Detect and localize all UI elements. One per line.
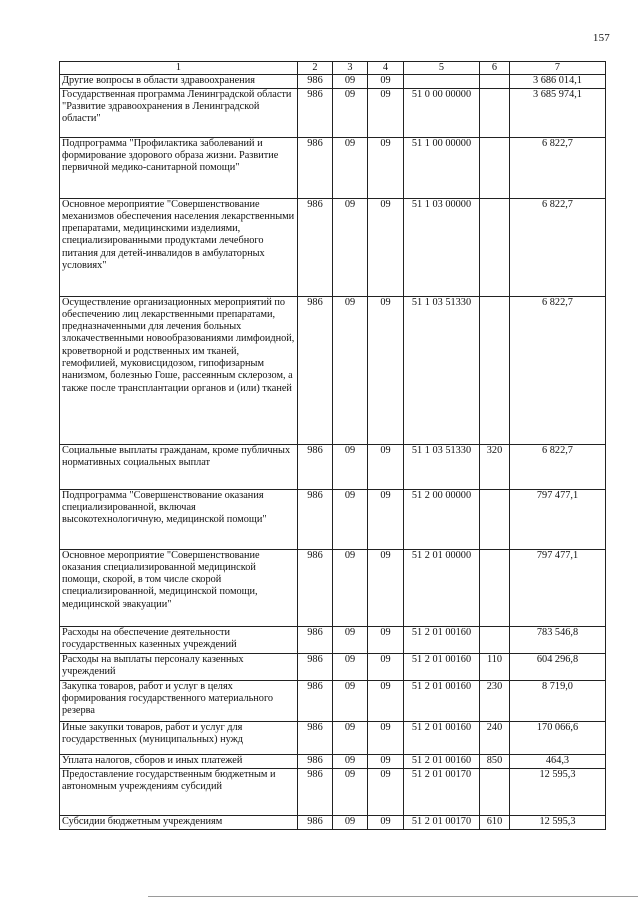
row-expense-type xyxy=(480,88,510,137)
row-amount: 797 477,1 xyxy=(510,549,606,626)
row-subsection: 09 xyxy=(368,754,404,768)
row-grbs: 986 xyxy=(298,489,333,549)
row-grbs: 986 xyxy=(298,721,333,754)
row-amount: 464,3 xyxy=(510,754,606,768)
row-grbs: 986 xyxy=(298,137,333,198)
row-grbs: 986 xyxy=(298,680,333,721)
row-section: 09 xyxy=(333,680,368,721)
row-target-code: 51 2 00 00000 xyxy=(404,489,480,549)
table-row xyxy=(60,198,606,296)
row-amount: 783 546,8 xyxy=(510,626,606,653)
row-name: Расходы на обеспечение деятельности государственных казенных учреждений xyxy=(60,626,298,653)
row-amount: 797 477,1 xyxy=(510,489,606,549)
row-expense-type xyxy=(480,137,510,198)
row-name: Уплата налогов, сборов и иных платежей xyxy=(60,754,298,768)
row-target-code: 51 2 01 00160 xyxy=(404,626,480,653)
row-expense-type xyxy=(480,198,510,296)
row-expense-type xyxy=(480,549,510,626)
row-name: Социальные выплаты гражданам, кроме публичных нормативных социальных выплат xyxy=(60,444,298,489)
row-name: Предоставление государственным бюджетным и автономным учреждениям субсидий xyxy=(60,768,298,815)
row-section: 09 xyxy=(333,296,368,444)
row-subsection: 09 xyxy=(368,75,404,88)
row-name: Другие вопросы в области здравоохранения xyxy=(60,75,298,88)
row-expense-type xyxy=(480,626,510,653)
row-name: Государственная программа Ленинградской области "Развитие здравоохранения в Ленинградской области" xyxy=(60,88,298,137)
row-target-code: 51 1 03 00000 xyxy=(404,198,480,296)
row-expense-type xyxy=(480,75,510,88)
row-name: Основное мероприятие "Совершенствование оказания специализированной медицинской помощи, скорой, в том числе скорой специализированной, медицинской помощи, медицинской эвакуации" xyxy=(60,549,298,626)
table-row xyxy=(60,75,606,88)
row-name: Подпрограмма "Совершенствование оказания специализированной, включая высокотехнологичную, медицинской помощи" xyxy=(60,489,298,549)
column-number-row xyxy=(60,62,606,75)
row-expense-type: 240 xyxy=(480,721,510,754)
column-header: 4 xyxy=(368,62,404,75)
row-section: 09 xyxy=(333,88,368,137)
row-grbs: 986 xyxy=(298,75,333,88)
table-row xyxy=(60,680,606,721)
row-expense-type: 110 xyxy=(480,653,510,680)
row-amount: 3 686 014,1 xyxy=(510,75,606,88)
row-target-code: 51 1 03 51330 xyxy=(404,296,480,444)
row-grbs: 986 xyxy=(298,754,333,768)
column-header: 5 xyxy=(404,62,480,75)
table-row xyxy=(60,137,606,198)
row-subsection: 09 xyxy=(368,489,404,549)
row-section: 09 xyxy=(333,137,368,198)
row-target-code xyxy=(404,75,480,88)
row-amount: 170 066,6 xyxy=(510,721,606,754)
table-body xyxy=(60,75,606,829)
row-name: Закупка товаров, работ и услуг в целях формирования государственного материального резерва xyxy=(60,680,298,721)
row-expense-type: 850 xyxy=(480,754,510,768)
row-subsection: 09 xyxy=(368,680,404,721)
row-name: Расходы на выплаты персоналу казенных учреждений xyxy=(60,653,298,680)
row-target-code: 51 2 01 00160 xyxy=(404,754,480,768)
table-row xyxy=(60,88,606,137)
row-subsection: 09 xyxy=(368,653,404,680)
table-row xyxy=(60,444,606,489)
row-subsection: 09 xyxy=(368,549,404,626)
row-amount: 604 296,8 xyxy=(510,653,606,680)
column-header: 2 xyxy=(298,62,333,75)
page-number: 157 xyxy=(592,32,610,44)
row-target-code: 51 2 01 00170 xyxy=(404,815,480,829)
scan-edge-line xyxy=(148,896,638,897)
row-grbs: 986 xyxy=(298,296,333,444)
row-section: 09 xyxy=(333,75,368,88)
row-expense-type xyxy=(480,768,510,815)
row-target-code: 51 1 03 51330 xyxy=(404,444,480,489)
row-expense-type: 610 xyxy=(480,815,510,829)
row-grbs: 986 xyxy=(298,549,333,626)
row-section: 09 xyxy=(333,198,368,296)
row-grbs: 986 xyxy=(298,444,333,489)
row-section: 09 xyxy=(333,653,368,680)
row-subsection: 09 xyxy=(368,626,404,653)
row-section: 09 xyxy=(333,721,368,754)
row-amount: 6 822,7 xyxy=(510,444,606,489)
column-header: 6 xyxy=(480,62,510,75)
column-header: 3 xyxy=(333,62,368,75)
row-target-code: 51 2 01 00160 xyxy=(404,680,480,721)
table-header xyxy=(60,62,606,75)
row-amount: 6 822,7 xyxy=(510,296,606,444)
row-subsection: 09 xyxy=(368,296,404,444)
row-grbs: 986 xyxy=(298,768,333,815)
table-row xyxy=(60,653,606,680)
budget-table xyxy=(59,61,606,830)
row-section: 09 xyxy=(333,626,368,653)
row-target-code: 51 2 01 00000 xyxy=(404,549,480,626)
row-target-code: 51 2 01 00160 xyxy=(404,653,480,680)
row-subsection: 09 xyxy=(368,137,404,198)
column-header: 1 xyxy=(60,62,298,75)
row-amount: 6 822,7 xyxy=(510,137,606,198)
row-name: Субсидии бюджетным учреждениям xyxy=(60,815,298,829)
row-target-code: 51 0 00 00000 xyxy=(404,88,480,137)
row-section: 09 xyxy=(333,815,368,829)
row-target-code: 51 2 01 00160 xyxy=(404,721,480,754)
row-expense-type xyxy=(480,296,510,444)
table-row xyxy=(60,768,606,815)
row-name: Подпрограмма "Профилактика заболеваний и формирование здорового образа жизни. Развитие первичной медико-санитарной помощи" xyxy=(60,137,298,198)
row-name: Основное мероприятие "Совершенствование механизмов обеспечения населения лекарственными препаратами, медицинскими изделиями, специализированными продуктами лечебного питания для детей-инвалидов в амбулаторных условиях" xyxy=(60,198,298,296)
table-row xyxy=(60,296,606,444)
row-subsection: 09 xyxy=(368,721,404,754)
row-amount: 6 822,7 xyxy=(510,198,606,296)
table-row xyxy=(60,489,606,549)
row-expense-type xyxy=(480,489,510,549)
table-row xyxy=(60,721,606,754)
row-expense-type: 320 xyxy=(480,444,510,489)
table-row xyxy=(60,754,606,768)
row-name: Иные закупки товаров, работ и услуг для государственных (муниципальных) нужд xyxy=(60,721,298,754)
row-amount: 8 719,0 xyxy=(510,680,606,721)
row-subsection: 09 xyxy=(368,198,404,296)
row-grbs: 986 xyxy=(298,198,333,296)
row-target-code: 51 2 01 00170 xyxy=(404,768,480,815)
row-grbs: 986 xyxy=(298,88,333,137)
row-expense-type: 230 xyxy=(480,680,510,721)
row-subsection: 09 xyxy=(368,444,404,489)
row-amount: 3 685 974,1 xyxy=(510,88,606,137)
table-row xyxy=(60,549,606,626)
row-grbs: 986 xyxy=(298,653,333,680)
row-section: 09 xyxy=(333,444,368,489)
row-grbs: 986 xyxy=(298,626,333,653)
row-section: 09 xyxy=(333,754,368,768)
row-section: 09 xyxy=(333,489,368,549)
row-amount: 12 595,3 xyxy=(510,815,606,829)
row-target-code: 51 1 00 00000 xyxy=(404,137,480,198)
column-header: 7 xyxy=(510,62,606,75)
row-name: Осуществление организационных мероприятий по обеспечению лиц лекарственными препаратами, предназначенными для лечения больных злокачественными новообразованиями лимфоидной, кроветворной и родственных им тканей, гемофилией, муковисцидозом, гипофизарным нанизмом, болезнью Гоше, рассеянным склерозом, а также после трансплантации органов и (или) тканей xyxy=(60,296,298,444)
row-grbs: 986 xyxy=(298,815,333,829)
table-row xyxy=(60,815,606,829)
row-subsection: 09 xyxy=(368,88,404,137)
row-amount: 12 595,3 xyxy=(510,768,606,815)
row-subsection: 09 xyxy=(368,815,404,829)
table-row xyxy=(60,626,606,653)
row-subsection: 09 xyxy=(368,768,404,815)
row-section: 09 xyxy=(333,549,368,626)
row-section: 09 xyxy=(333,768,368,815)
